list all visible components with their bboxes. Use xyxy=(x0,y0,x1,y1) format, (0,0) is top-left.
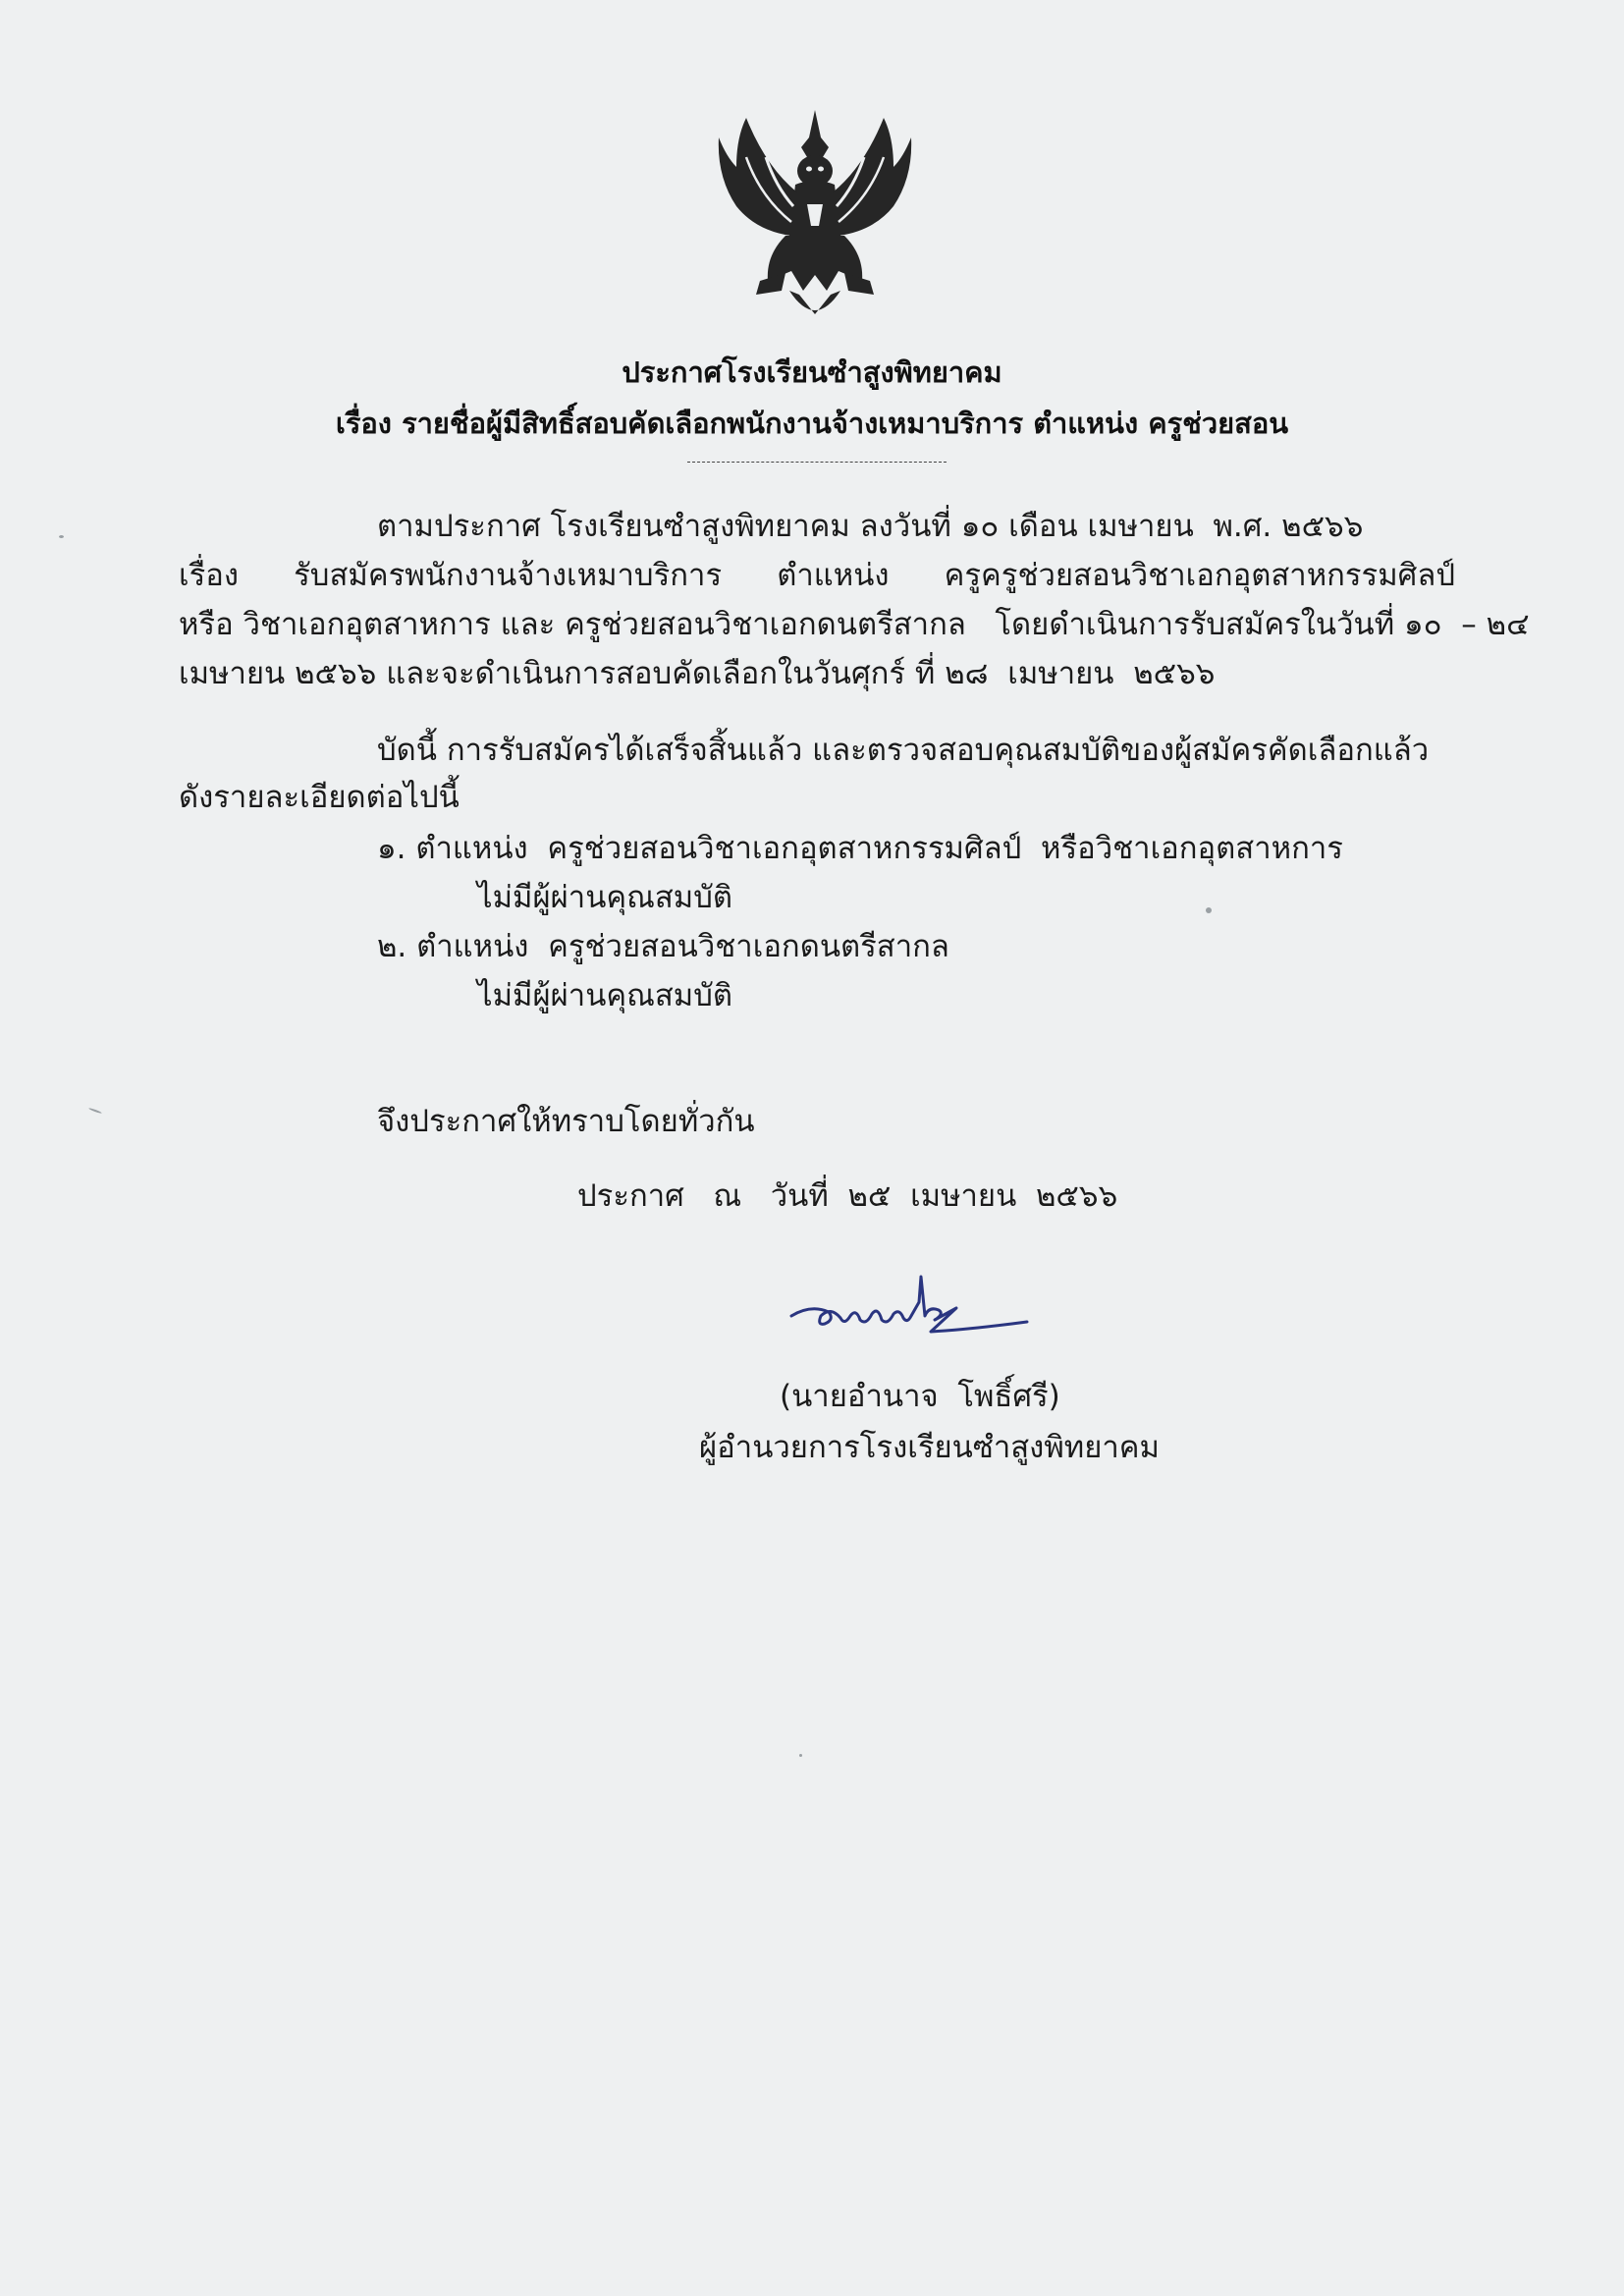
paragraph-1-line-4: เมษายน ๒๕๖๖ และจะดำเนินการสอบคัดเลือกในวันศุกร์ ที่ ๒๘ เมษายน ๒๕๖๖ xyxy=(179,656,1216,691)
scan-speck xyxy=(1206,907,1212,913)
announcement-subject: เรื่อง รายชื่อผู้มีสิทธิ์สอบคัดเลือกพนักงานจ้างเหมาบริการ ตำแหน่ง ครูช่วยสอน xyxy=(335,407,1289,440)
scan-speck xyxy=(799,1754,802,1757)
paragraph-1-line-1: ตามประกาศ โรงเรียนซำสูงพิทยาคม ลงวันที่ ๑๐ เดือน เมษายน พ.ศ. ๒๕๖๖ xyxy=(377,509,1364,544)
paragraph-2-line-1: บัดนี้ การรับสมัครได้เสร็จสิ้นแล้ว และตรวจสอบคุณสมบัติของผู้สมัครคัดเลือกแล้ว xyxy=(377,733,1430,768)
scan-speck xyxy=(88,1108,102,1115)
signer-title: ผู้อำนวยการโรงเรียนซำสูงพิทยาคม xyxy=(699,1430,1160,1465)
paragraph-2-line-2: ดังรายละเอียดต่อไปนี้ xyxy=(179,780,460,815)
title-divider xyxy=(687,462,947,463)
announcement-date: ประกาศ ณ วันที่ ๒๕ เมษายน ๒๕๖๖ xyxy=(577,1178,1118,1214)
item-2-position: ๒. ตำแหน่ง ครูช่วยสอนวิชาเอกดนตรีสากล xyxy=(377,929,949,964)
closing-statement: จึงประกาศให้ทราบโดยทั่วกัน xyxy=(377,1104,755,1139)
scan-speck xyxy=(59,535,64,538)
item-1-position: ๑. ตำแหน่ง ครูช่วยสอนวิชาเอกอุตสาหกรรมศิลป์ หรือวิชาเอกอุตสาหการ xyxy=(377,831,1343,866)
signature-icon xyxy=(782,1267,1037,1355)
signer-name: (นายอำนาจ โพธิ์ศรี) xyxy=(780,1379,1060,1414)
announcement-title: ประกาศโรงเรียนซำสูงพิทยาคม xyxy=(622,355,1002,389)
paragraph-1-line-3: หรือ วิชาเอกอุตสาหการ และ ครูช่วยสอนวิชาเอกดนตรีสากล โดยดำเนินการรับสมัครในวันที่ ๑๐ – ๒๔ xyxy=(179,607,1530,642)
paragraph-1-line-2: เรื่อง รับสมัครพนักงานจ้างเหมาบริการ ตำแหน่ง ครูครูช่วยสอนวิชาเอกอุตสาหกรรมศิลป์ xyxy=(179,558,1455,593)
item-1-result: ไม่มีผู้ผ่านคุณสมบัติ xyxy=(477,880,733,915)
garuda-emblem-icon xyxy=(707,98,923,334)
item-2-result: ไม่มีผู้ผ่านคุณสมบัติ xyxy=(477,978,733,1013)
